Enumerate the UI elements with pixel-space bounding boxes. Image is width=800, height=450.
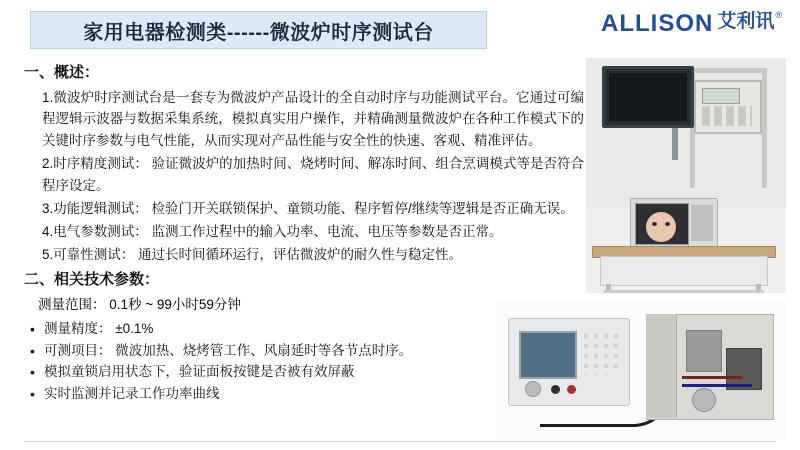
magnetron-component xyxy=(686,330,722,372)
control-unit-keypad xyxy=(702,106,752,126)
wire-red xyxy=(682,376,742,379)
microwave-oven xyxy=(630,198,718,248)
frame-post-right xyxy=(762,68,767,188)
overview-heading: 一、概述： xyxy=(24,64,100,81)
list-item: • 可测项目： 微波加热、烧烤管工作、风扇延时等各节点时序。 xyxy=(24,340,584,362)
list-item: • 实时监测并记录工作功率曲线 xyxy=(24,383,584,405)
instrument-knob xyxy=(525,381,541,397)
list-item: • 模拟童锁启用状态下，验证面板按键是否被有效屏蔽 xyxy=(24,361,584,383)
bench-shelf xyxy=(604,290,764,293)
list-item: • 测量精度： ±0.1% xyxy=(24,318,584,340)
microwave-door xyxy=(635,203,689,245)
footer-divider xyxy=(24,441,776,442)
frame-top-bar xyxy=(690,68,767,73)
control-unit-display xyxy=(702,88,740,104)
instrument-photo xyxy=(496,300,786,440)
logo-text-cn: 艾利讯 xyxy=(717,11,775,32)
monitor xyxy=(602,66,694,128)
test-bench-photo xyxy=(586,58,786,293)
overview-item-2: 2.时序精度测试： 验证微波炉的加热时间、烧烤时间、解冻时间、组合烹调模式等是否符合程序设定。 xyxy=(42,156,584,193)
measurement-range: 测量范围： 0.1秒 ~ 99小时59分钟 xyxy=(38,296,241,312)
instrument-display xyxy=(519,331,577,379)
microwave-control-panel xyxy=(691,205,713,241)
page-header xyxy=(0,0,800,58)
logo-text-en: ALLISON xyxy=(601,10,714,37)
page-title-box xyxy=(30,11,487,49)
bench-cabinet xyxy=(600,256,768,286)
chassis-open-panel xyxy=(646,314,677,418)
overview-item-3: 3.功能逻辑测试： 检验门开关联锁保护、童锁功能、程序暂停/继续等逻辑是否正确无误。 xyxy=(42,200,574,216)
control-unit xyxy=(694,80,762,134)
instrument-keypad xyxy=(581,331,621,375)
cooling-fan xyxy=(692,388,716,412)
page-title: 家用电器检测类------微波炉时序测试台 xyxy=(83,21,434,44)
overview-item-1: 1.微波炉时序测试台是一套专为微波炉产品设计的全自动时序与功能测试平台。它通过可编程逻辑示波器与数据采集系统，模拟真实用户操作，并精确测量微波炉在各种工作模式下的关键时序参数与电气性能，从而实现对产品性能与安全性的快速、客观、精准评估。 xyxy=(42,89,584,149)
parameters-heading: 二、相关技术参数： xyxy=(24,271,160,289)
brand-logo xyxy=(601,12,782,36)
registered-trademark-icon: ® xyxy=(775,10,782,20)
monitor-screen xyxy=(609,73,687,121)
wire-blue xyxy=(682,384,752,387)
test-doll-face xyxy=(646,212,676,242)
overview-item-4: 4.电气参数测试： 监测工作过程中的输入功率、电流、电压等参数是否正常。 xyxy=(42,223,503,239)
overview-item-5: 5.可靠性测试： 通过长时间循环运行，评估微波炉的耐久性与稳定性。 xyxy=(42,246,463,262)
